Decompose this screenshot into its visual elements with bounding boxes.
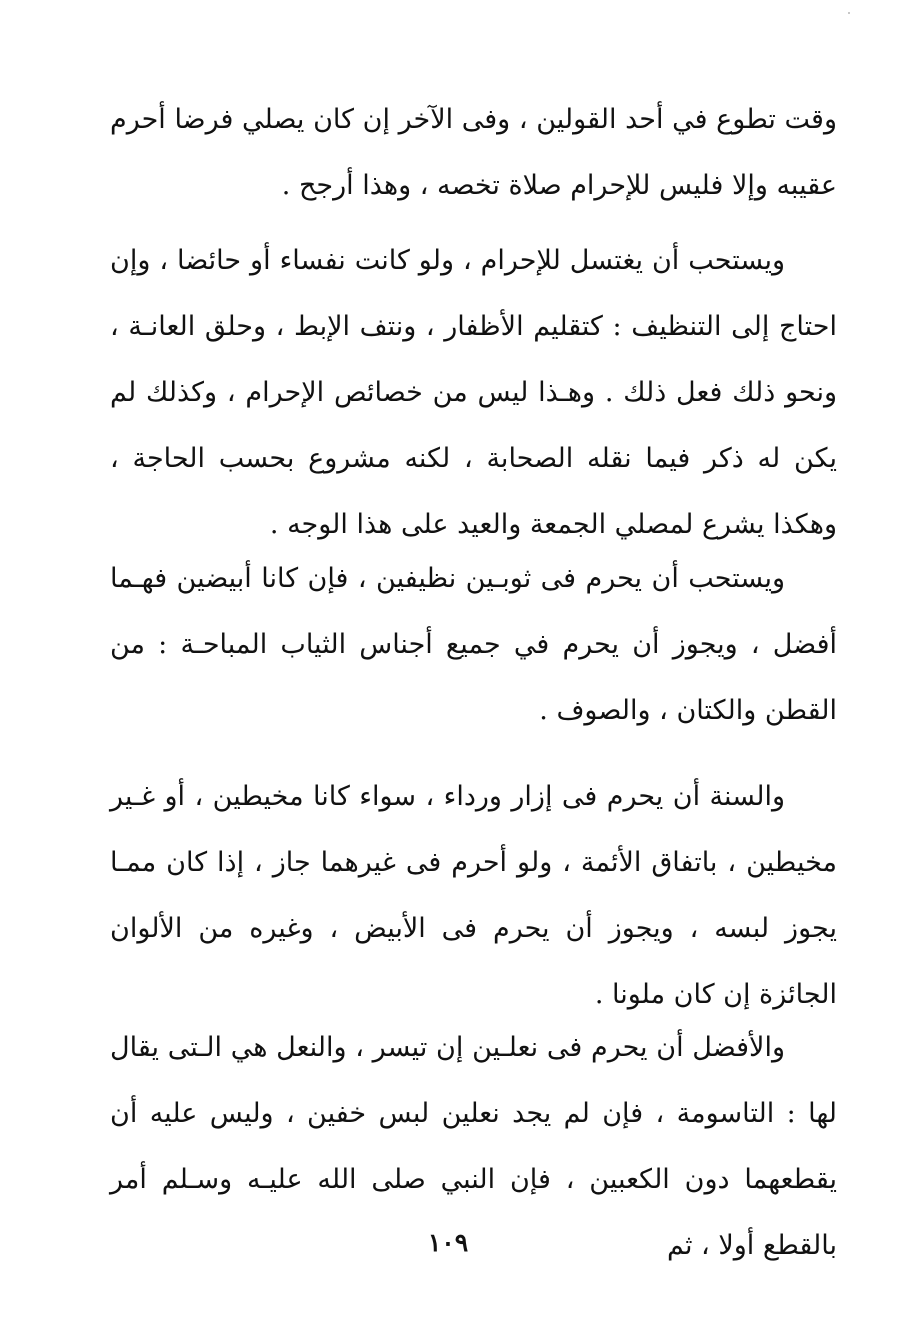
scan-mark xyxy=(848,12,850,14)
paragraph-4: والسنة أن يحرم فى إزار ورداء ، سواء كانا مخيطين ، أو غـير مخيطين ، باتفاق الأئمة ، ولو أحرم فى غيرهما جاز ، إذا كان ممـا يجوز لبسه ، ويجوز أن يحرم فى الأبيض ، وغيره من الألوان الجائزة إن كان ملونا . xyxy=(110,781,837,1010)
page-number: ١٠٩ xyxy=(427,1228,469,1257)
paragraph-1: وقت تطوع في أحد القولين ، وفى الآخر إن كان يصلي فرضا أحرم عقيبه وإلا فليس للإحرام صلاة تخصه ، وهذا أرجح . xyxy=(110,104,837,201)
paragraph-3: ويستحب أن يحرم فى ثوبـين نظيفين ، فإن كانا أبيضين فهـما أفضل ، ويجوز أن يحرم في جميع أجناس الثياب المباحـة : من القطن والكتان ، والصوف . xyxy=(110,563,837,726)
paragraph-2: ويستحب أن يغتسل للإحرام ، ولو كانت نفساء أو حائضا ، وإن احتاج إلى التنظيف : كتقليم الأظفار ، ونتف الإبط ، وحلق العانـة ، ونحو ذلك فعل ذلك . وهـذا ليس من خصائص الإحرام ، وكذلك لم يكن له ذكر فيما نقله الصحابة ، لكنه مشروع بحسب الحاجة ، وهكذا يشرع لمصلي الجمعة والعيد على هذا الوجه . xyxy=(110,245,837,540)
paragraph-5: والأفضل أن يحرم فى نعلـين إن تيسر ، والنعل هي الـتى يقال لها : التاسومة ، فإن لم يجد نعلين لبس خفين ، وليس عليه أن يقطعهما دون الكعبين ، فإن النبي صلى الله عليـه وسـلم أمر بالقطع أولا ، ثم xyxy=(110,1032,837,1261)
